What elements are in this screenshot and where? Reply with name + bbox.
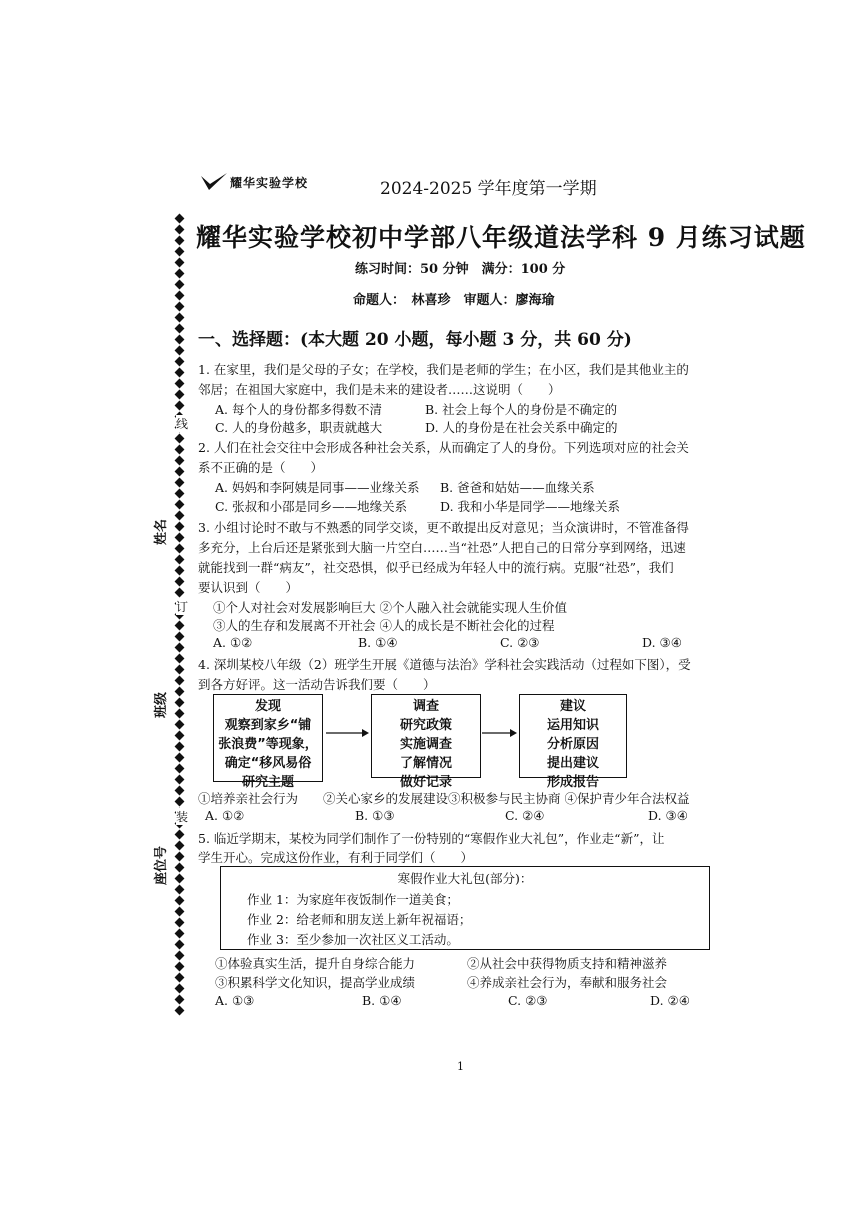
page-title: 耀华实验学校初中学部八年级道法学科 9 月练习试题 [196,223,806,252]
q2-option-a: A. 妈妈和李阿姨是同事——业缘关系 [215,480,420,495]
binding-diamond [175,1006,185,1016]
binding-diamond [175,973,185,983]
binding-diamond [175,665,185,675]
binding-diamond [175,522,185,532]
q5-stem-1: 5. 临近学期末，某校为同学们制作了一份特别的“寒假作业大礼包”，作业走“新”，让 [198,831,665,846]
binding-diamond [175,841,185,851]
q5-option-a: A. ①③ [215,993,255,1008]
binding-diamond [175,852,185,862]
binding-diamond [175,357,185,367]
binding-diamond [175,654,185,664]
q1-stem-1: 1. 在家里，我们是父母的子女；在学校，我们是老师的学生；在小区，我们是其他业主的 [198,362,689,377]
q5-option-b: B. ①④ [362,993,402,1008]
q3-option-a: A. ①② [213,635,253,650]
logo-text: 耀华实验学校 [230,176,309,190]
binding-diamond [175,401,185,411]
binding-diamond [175,324,185,334]
homework-box [220,866,710,950]
binding-diamond [175,984,185,994]
binding-diamond [175,720,185,730]
q4-option-c: C. ②④ [505,808,545,823]
seat-label: 座位号 [154,845,169,885]
q2-option-d: D. 我和小华是同学——地缘关系 [440,499,621,514]
binding-diamond [175,742,185,752]
q5-option-d: D. ②④ [650,993,690,1008]
q1-option-b: B. 社会上每个人的身份是不确定的 [425,402,618,417]
q2-option-b: B. 爸爸和姑姑——血缘关系 [440,480,595,495]
binding-diamond [175,885,185,895]
binding-diamond [175,313,185,323]
q5-statement-4: ④养成亲社会行为，奉献和服务社会 [467,975,668,990]
flow-box-discover: 发现 观察到家乡“铺 张浪费”等现象， 确定“移风易俗 研究主题 [213,694,323,782]
homework-item: 作业 3：至少参加一次社区义工活动。 [247,932,459,947]
q3-stem-4: 要认识到（ ） [198,580,299,595]
q4-stem-1: 4. 深圳某校八年级（2）班学生开展《道德与法治》学科社会实践活动（过程如下图），受 [198,657,691,672]
binding-diamond [175,896,185,906]
binding-diamond [175,918,185,928]
binding-diamond [175,786,185,796]
q3-option-b: B. ①④ [358,635,398,650]
binding-diamond [175,555,185,565]
q3-stem-1: 3. 小组讨论时不敢与不熟悉的同学交谈，更不敢提出反对意见；当众演讲时，不管准备得 [198,520,689,535]
homework-item: 作业 1：为家庭年夜饭制作一道美食； [247,892,459,907]
bind-mark: 订 [176,600,189,614]
binding-diamond [175,258,185,268]
binding-diamond [175,456,185,466]
q3-stem-3: 就能找到一群“病友”，社交恐惧，似乎已经成为年轻人中的流行病。克服“社恐”，我们 [198,560,674,575]
name-label: 姓名 [154,518,169,545]
binding-diamond [175,225,185,235]
binding-diamond [175,478,185,488]
binding-diamond [175,951,185,961]
binding-diamond [175,214,185,224]
binding-diamond [175,874,185,884]
binding-diamond [175,280,185,290]
binding-diamond [175,533,185,543]
binding-diamond [175,698,185,708]
binding-diamond [175,775,185,785]
binding-diamond [175,467,185,477]
seal-mark: 装 [176,810,189,824]
q3-stem-2: 多充分，上台后还是紧张到大脑一片空白……当“社恐”人把自己的日常分享到网络，迅速 [198,540,686,555]
binding-diamond [175,291,185,301]
binding-diamond [175,269,185,279]
page-number: 1 [457,1060,464,1073]
school-logo [200,172,330,194]
binding-diamond [175,379,185,389]
binding-diamond [175,995,185,1005]
binding-diamond [175,346,185,356]
binding-diamond [175,687,185,697]
binding-diamond [175,247,185,257]
binding-diamond [175,489,185,499]
binding-diamond [175,709,185,719]
q1-option-c: C. 人的身份越多，职责就越大 [215,420,383,435]
q4-stem-2: 到各方好评。这一活动告诉我们要（ ） [198,677,436,692]
binding-diamond [175,797,185,807]
binding-diamond [175,236,185,246]
exam-time-info: 练习时间：50 分钟 满分：100 分 [355,262,566,277]
binding-diamond [175,940,185,950]
q5-statement-1: ①体验真实生活，提升自身综合能力 [215,956,416,971]
homework-title: 寒假作业大礼包(部分)： [397,871,533,886]
q3-statement-1: ①个人对社会对发展影响巨大 ②个人融入社会就能实现人生价值 [213,600,567,615]
q4-option-a: A. ①② [205,808,245,823]
binding-diamond [175,962,185,972]
q2-option-c: C. 张叔和小邵是同乡——地缘关系 [215,499,408,514]
binding-diamond [175,863,185,873]
binding-diamond [175,302,185,312]
arrow-right-icon [482,728,518,738]
binding-diamond [175,731,185,741]
line-mark: 线 [176,417,189,431]
binding-diamond [175,753,185,763]
q5-statement-3: ③积累科学文化知识，提高学业成绩 [215,975,416,990]
homework-item: 作业 2：给老师和朋友送上新年祝福语； [247,912,472,927]
binding-diamond [175,588,185,598]
binding-diamond [175,676,185,686]
q3-option-d: D. ③④ [642,635,682,650]
q4-option-b: B. ①③ [355,808,395,823]
arrow-right-icon [326,728,370,738]
binding-diamond [175,445,185,455]
q1-option-a: A. 每个人的身份都多得数不清 [215,402,382,417]
q5-option-c: C. ②③ [508,993,548,1008]
binding-diamond [175,764,185,774]
q2-stem-1: 2. 人们在社会交往中会形成各种社会关系，从而确定了人的身份。下列选项对应的社会关 [198,440,689,455]
q3-option-c: C. ②③ [500,635,540,650]
q3-statement-2: ③人的生存和发展离不开社会 ④人的成长是不断社会化的过程 [213,618,555,633]
binding-diamond [175,390,185,400]
flow-box-investigate: 调查 研究政策 实施调查 了解情况 做好记录 [371,694,481,778]
binding-line [176,215,189,1015]
school-year: 2024-2025 学年度第一学期 [380,179,597,199]
binding-diamond [175,511,185,521]
q1-option-d: D. 人的身份是在社会关系中确定的 [425,420,618,435]
binding-diamond [175,500,185,510]
author-info: 命题人： 林喜珍 审题人：廖海瑜 [353,293,555,308]
binding-diamond [175,577,185,587]
q5-stem-2: 学生开心。完成这份作业，有利于同学们（ ） [198,850,474,865]
q4-option-d: D. ③④ [648,808,688,823]
q1-stem-2: 邻居；在祖国大家庭中，我们是未来的建设者……这说明（ ） [198,382,561,397]
binding-diamond [175,621,185,631]
binding-diamond [175,907,185,917]
binding-diamond [175,368,185,378]
binding-diamond [175,566,185,576]
section-title: 一、选择题：(本大题 20 小题，每小题 3 分，共 60 分) [198,330,632,350]
flow-box-suggest: 建议 运用知识 分析原因 提出建议 形成报告 [519,694,627,778]
binding-diamond [175,632,185,642]
q2-stem-2: 系不正确的是（ ） [198,460,324,475]
logo-mark-icon [200,172,228,192]
binding-diamond [175,434,185,444]
q5-statement-2: ②从社会中获得物质支持和精神滋养 [467,956,668,971]
binding-diamond [175,830,185,840]
class-label: 班级 [154,691,169,718]
binding-diamond [175,929,185,939]
binding-diamond [175,643,185,653]
binding-diamond [175,335,185,345]
binding-diamond [175,544,185,554]
q4-statement: ①培养亲社会行为 ②关心家乡的发展建设③积极参与民主协商 ④保护青少年合法权益 [198,791,690,806]
